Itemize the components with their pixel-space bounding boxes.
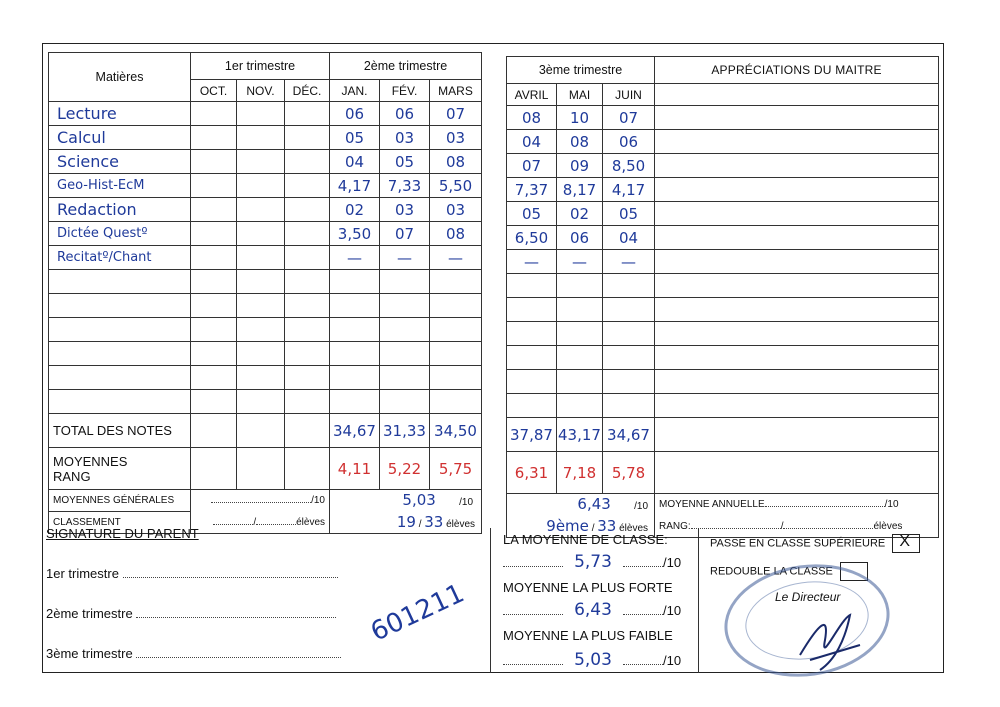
passe-classe: PASSE EN CLASSE SUPÉRIEURE X xyxy=(710,534,920,553)
month-header: OCT. xyxy=(191,80,237,102)
grade-cell: 05 xyxy=(330,126,380,150)
grade-cell xyxy=(603,394,655,418)
grade-cell: 07 xyxy=(507,154,557,178)
month-header: DÉC. xyxy=(285,80,330,102)
t2-header: 2ème trimestre xyxy=(330,53,482,80)
subject-row xyxy=(507,250,939,274)
month-t3-2: JUIN xyxy=(603,84,655,106)
subject-name: Lecture xyxy=(49,102,191,126)
grade-cell xyxy=(380,390,430,414)
subject-name: Calcul xyxy=(49,126,191,150)
grade-cell xyxy=(330,318,380,342)
grade-cell: 06 xyxy=(557,226,603,250)
grade-cell: 08 xyxy=(430,150,482,174)
grade-cell xyxy=(507,394,557,418)
total-jan: 34,67 xyxy=(330,414,380,448)
grade-cell xyxy=(380,270,430,294)
grade-cell: — xyxy=(430,246,482,270)
subject-row xyxy=(49,102,482,126)
total-label: TOTAL DES NOTES xyxy=(49,414,191,448)
director-signature xyxy=(790,600,870,675)
grade-cell xyxy=(430,390,482,414)
moy-mars: 5,75 xyxy=(430,448,482,490)
subject-name xyxy=(49,318,191,342)
grade-cell: 09 xyxy=(557,154,603,178)
grade-cell: 07 xyxy=(603,106,655,130)
total-fev: 31,33 xyxy=(380,414,430,448)
moyenne-classe-value: 5,73 xyxy=(574,552,612,572)
subject-row xyxy=(49,174,482,198)
subject-row xyxy=(507,178,939,202)
grade-cell: — xyxy=(330,246,380,270)
grade-cell xyxy=(603,322,655,346)
signature-t3: 3ème trimestre xyxy=(46,646,341,661)
month-header: NOV. xyxy=(237,80,285,102)
total-juin: 34,67 xyxy=(603,418,655,452)
grade-cell xyxy=(330,270,380,294)
moy-jan: 4,11 xyxy=(330,448,380,490)
grade-cell xyxy=(507,274,557,298)
subject-row xyxy=(507,322,939,346)
grade-cell: 7,37 xyxy=(507,178,557,202)
grade-cell: 07 xyxy=(380,222,430,246)
subject-name xyxy=(49,366,191,390)
grade-cell xyxy=(603,298,655,322)
grade-cell: 08 xyxy=(557,130,603,154)
grade-cell xyxy=(557,322,603,346)
grade-cell: 04 xyxy=(507,130,557,154)
total-mars: 34,50 xyxy=(430,414,482,448)
appreciation-cell xyxy=(655,106,939,130)
grade-cell: 3,50 xyxy=(330,222,380,246)
total-avril: 37,87 xyxy=(507,418,557,452)
subject-name: Recitatº/Chant xyxy=(49,246,191,270)
subject-row xyxy=(507,226,939,250)
subject-row xyxy=(507,154,939,178)
subject-row xyxy=(49,126,482,150)
moyennes-generales-label: MOYENNES GÉNÉRALES xyxy=(49,490,191,512)
appreciation-cell xyxy=(655,370,939,394)
appreciation-cell xyxy=(655,130,939,154)
grade-cell xyxy=(507,346,557,370)
subject-name: Redaction xyxy=(49,198,191,222)
grade-cell: 05 xyxy=(603,202,655,226)
grade-cell: 7,33 xyxy=(380,174,430,198)
grade-cell: 4,17 xyxy=(603,178,655,202)
subject-row xyxy=(507,370,939,394)
subject-row xyxy=(49,150,482,174)
rang-t2: 19 xyxy=(396,513,416,532)
grade-cell xyxy=(380,318,430,342)
grade-cell: 06 xyxy=(380,102,430,126)
passe-checkbox[interactable]: X xyxy=(892,534,920,553)
subject-row xyxy=(49,390,482,414)
subject-name: Science xyxy=(49,150,191,174)
month-t3-1: MAI xyxy=(557,84,603,106)
subject-row xyxy=(49,366,482,390)
moyenne-annuelle-label: MOYENNE ANNUELLE xyxy=(659,499,765,511)
rang-annuel-label: RANG: xyxy=(659,520,691,532)
subject-row xyxy=(49,270,482,294)
subject-row xyxy=(507,298,939,322)
grade-cell: — xyxy=(380,246,430,270)
subject-name xyxy=(49,342,191,366)
grade-cell: 04 xyxy=(330,150,380,174)
month-header: FÉV. xyxy=(380,80,430,102)
moyenne-forte-label: MOYENNE LA PLUS FORTE xyxy=(503,580,673,595)
grade-cell xyxy=(430,270,482,294)
grade-cell: 08 xyxy=(430,222,482,246)
appreciation-cell xyxy=(655,394,939,418)
grade-cell xyxy=(557,346,603,370)
t3-header: 3ème trimestre xyxy=(507,57,655,84)
moy-juin: 5,78 xyxy=(603,452,655,494)
grade-cell xyxy=(507,322,557,346)
grade-cell: 05 xyxy=(507,202,557,226)
subject-row xyxy=(49,246,482,270)
moyenne-forte-value: 6,43 xyxy=(574,600,612,620)
appreciation-cell xyxy=(655,250,939,274)
subject-row xyxy=(507,394,939,418)
total-eleves-t3: 33 xyxy=(597,517,617,536)
moy-fev: 5,22 xyxy=(380,448,430,490)
subject-row xyxy=(49,198,482,222)
signature-t2: 2ème trimestre xyxy=(46,606,336,621)
grade-cell: 04 xyxy=(603,226,655,250)
grade-cell xyxy=(380,366,430,390)
subject-row xyxy=(507,346,939,370)
grade-cell: 8,50 xyxy=(603,154,655,178)
grade-cell xyxy=(430,342,482,366)
moyenne-classe-label: LA MOYENNE DE CLASSE: xyxy=(503,532,668,547)
moyennes-label: MOYENNES RANG xyxy=(49,448,191,490)
subject-name xyxy=(49,270,191,294)
redouble-classe: REDOUBLE LA CLASSE xyxy=(710,562,868,581)
grade-cell: 5,50 xyxy=(430,174,482,198)
grade-cell: 07 xyxy=(430,102,482,126)
grade-cell xyxy=(430,294,482,318)
grade-cell xyxy=(603,274,655,298)
grade-cell: 08 xyxy=(507,106,557,130)
grade-cell xyxy=(603,346,655,370)
grades-table-right: 3ème trimestre APPRÉCIATIONS DU MAITRE AVRIL MAI JUIN 08 10 07 04 08 06 07 09 8,50 7,37 8,17 4,17 05 02 05 6,50 06 04 — — — 37,87 43,17 34,67 6,31 7,18 5,78 6,43 /10 MOYENNE ANNUELLE /10 9ème / 33 élèves RANG: / élèves xyxy=(506,56,939,538)
rang-t3: 9ème xyxy=(546,517,589,536)
subject-name xyxy=(49,294,191,318)
subject-name xyxy=(49,390,191,414)
appreciation-cell xyxy=(655,178,939,202)
month-t3-0: AVRIL xyxy=(507,84,557,106)
subject-row xyxy=(49,222,482,246)
appreciation-cell xyxy=(655,226,939,250)
appreciation-cell xyxy=(655,202,939,226)
grade-cell: 05 xyxy=(380,150,430,174)
subject-row xyxy=(507,106,939,130)
grade-cell: — xyxy=(603,250,655,274)
signature-t1: 1er trimestre xyxy=(46,566,338,581)
moyenne-faible-value: 5,03 xyxy=(574,650,612,670)
grade-cell: — xyxy=(557,250,603,274)
grade-cell: 02 xyxy=(557,202,603,226)
grade-cell xyxy=(430,318,482,342)
appreciation-cell xyxy=(655,346,939,370)
grade-cell: 02 xyxy=(330,198,380,222)
appreciation-cell xyxy=(655,274,939,298)
grade-cell xyxy=(557,274,603,298)
grade-cell xyxy=(557,370,603,394)
grade-cell xyxy=(380,294,430,318)
grade-cell: 6,50 xyxy=(507,226,557,250)
moy-gen-t3: 6,43 xyxy=(577,495,611,514)
grade-cell xyxy=(603,370,655,394)
grade-cell xyxy=(507,298,557,322)
subject-row xyxy=(49,294,482,318)
grade-cell: 06 xyxy=(330,102,380,126)
subject-name: Dictée Questº xyxy=(49,222,191,246)
grade-cell: 10 xyxy=(557,106,603,130)
subject-row xyxy=(49,318,482,342)
grade-cell xyxy=(380,342,430,366)
grade-cell: 03 xyxy=(430,198,482,222)
appreciation-cell xyxy=(655,322,939,346)
grade-cell xyxy=(330,390,380,414)
t1-header: 1er trimestre xyxy=(191,53,330,80)
grade-cell xyxy=(507,370,557,394)
grade-cell xyxy=(557,394,603,418)
classement-label: CLASSEMENT xyxy=(49,512,191,534)
grade-cell xyxy=(557,298,603,322)
grade-cell: 03 xyxy=(380,198,430,222)
month-header: JAN. xyxy=(330,80,380,102)
grade-cell: 8,17 xyxy=(557,178,603,202)
subject-row xyxy=(507,202,939,226)
grade-cell: — xyxy=(507,250,557,274)
grade-cell xyxy=(330,294,380,318)
grade-cell: 06 xyxy=(603,130,655,154)
subject-row xyxy=(507,130,939,154)
grades-table-left: Matières 1er trimestre 2ème trimestre OCT. NOV. DÉC. JAN. FÉV. MARS Lecture 06 06 07 Calcul 05 03 03 Science 04 05 08 Geo-Hist-EcM 4,17 7,33 5,50 Redaction 02 03 03 Dictée Questº 3,50 07 08 Recitatº/Chant — — — TOTAL DES NOTES 34,67 31,33 34,50 MOYENNES RANG 4,11 5,22 5,75 MOYENNES GÉNÉRALES /10 5,03 /10 CLASSEMENT / élèves 19 / 33 élèves xyxy=(48,52,482,534)
month-header: MARS xyxy=(430,80,482,102)
directeur-label: Le Directeur xyxy=(775,590,841,604)
grade-cell xyxy=(430,366,482,390)
appreciation-cell xyxy=(655,154,939,178)
appreciation-cell xyxy=(655,298,939,322)
subject-row xyxy=(49,342,482,366)
subject-name: Geo-Hist-EcM xyxy=(49,174,191,198)
moy-avril: 6,31 xyxy=(507,452,557,494)
total-mai: 43,17 xyxy=(557,418,603,452)
signature-parent-title: SIGNATURE DU PARENT xyxy=(46,526,199,541)
moyenne-faible-label: MOYENNE LA PLUS FAIBLE xyxy=(503,628,673,643)
moy-gen-t2: 5,03 xyxy=(402,491,436,510)
grade-cell: 03 xyxy=(380,126,430,150)
grade-cell: 03 xyxy=(430,126,482,150)
total-eleves-t2: 33 xyxy=(424,513,444,532)
grade-cell xyxy=(330,366,380,390)
grade-cell: 4,17 xyxy=(330,174,380,198)
moy-mai: 7,18 xyxy=(557,452,603,494)
appreciations-header: APPRÉCIATIONS DU MAITRE xyxy=(655,57,939,84)
grade-cell xyxy=(330,342,380,366)
matieres-header: Matières xyxy=(49,53,191,102)
subject-row xyxy=(507,274,939,298)
handwritten-code: 601211 xyxy=(366,578,469,648)
